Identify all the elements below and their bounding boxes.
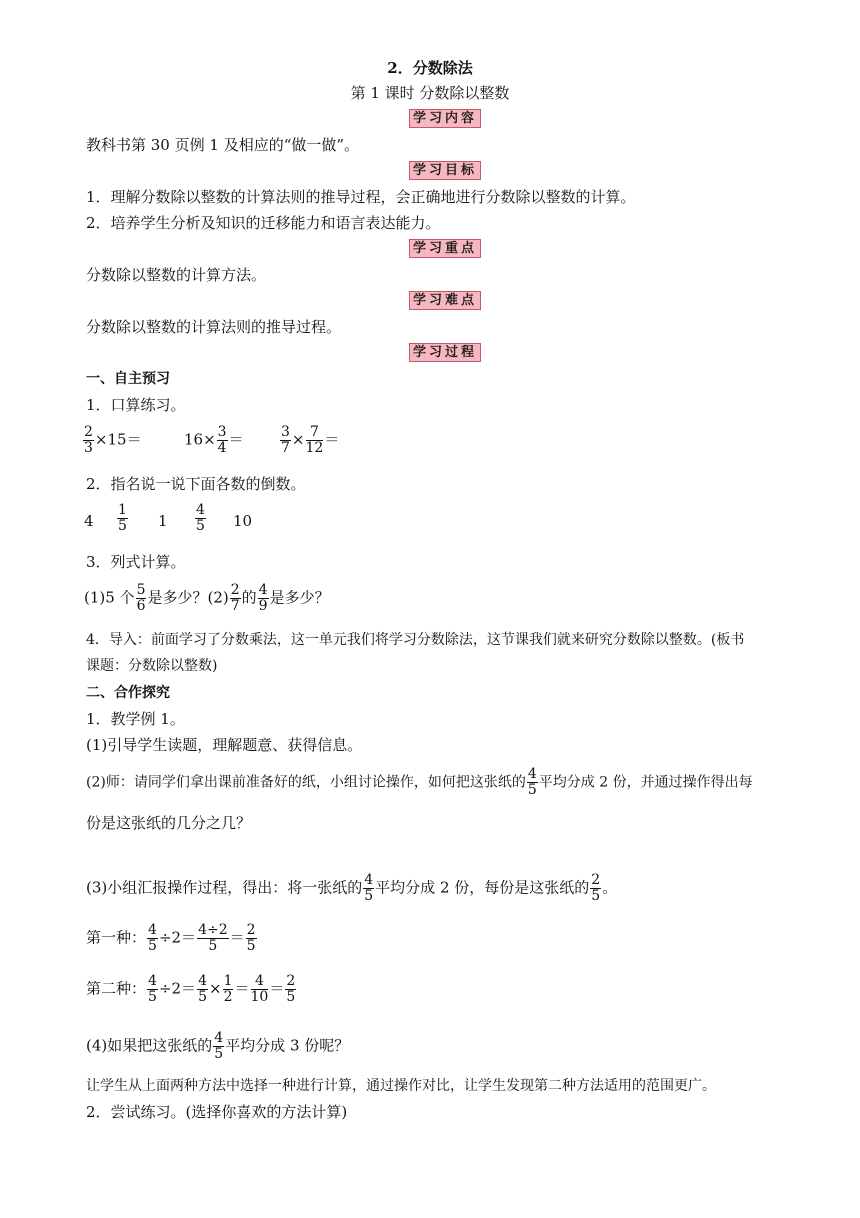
q3-f1-num: 5 <box>136 582 146 598</box>
q3-p1: (1)5 个 <box>84 588 135 607</box>
s1-2-den: 5 <box>527 782 537 798</box>
part1-q4-line1: 4．导入：前面学习了分数乘法，这一单元我们将学习分数除法，这节课我们就来研究分数除以整数。(板书 <box>86 632 745 648</box>
m1-b-den: 5 <box>208 938 218 954</box>
q3-f2-den: 7 <box>230 598 240 614</box>
q3-p4: 是多少？ <box>269 588 330 607</box>
m1-eq: ＝ <box>229 928 245 947</box>
q1-e3-op: × <box>291 430 305 449</box>
m2-eq2: ＝ <box>269 979 285 998</box>
m2-c-num: 1 <box>223 973 233 989</box>
m1-c-den: 5 <box>246 938 256 954</box>
q1-e1-den: 3 <box>84 440 93 456</box>
part2-s1: 1．教学例 1。 <box>86 710 185 728</box>
s1-2-text-a: (2)师：请同学们拿出课前准备好的纸，小组讨论操作，如何把这张纸的 <box>86 774 526 791</box>
m1-c-num: 2 <box>246 922 256 938</box>
m2-a-num: 4 <box>148 973 157 989</box>
m1-a-num: 4 <box>148 922 157 938</box>
q1-e2-post: ＝ <box>228 430 244 449</box>
part1-q2: 2．指名说一说下面各数的倒数。 <box>86 475 306 493</box>
q1-e2-den: 4 <box>217 440 227 456</box>
part2-s1-3 <box>86 873 617 904</box>
q2-d-den: 5 <box>196 518 205 534</box>
q1-e3-n1: 3 <box>281 424 290 440</box>
m2-a-den: 5 <box>148 989 157 1005</box>
part2-conclusion: 让学生从上面两种方法中选择一种进行计算，通过操作对比，让学生发现第二种方法适用的范围更广。 <box>86 1078 716 1094</box>
s1-4-text-a: (4)如果把这张纸的 <box>86 1036 213 1055</box>
part2-s1-2c: 份是这张纸的几分之几？ <box>86 814 252 832</box>
goal-2: 2．培养学生分析及知识的迁移能力和语言表达能力。 <box>86 214 441 232</box>
part2-s1-1: (1)引导学生读题，理解题意、获得信息。 <box>86 736 363 754</box>
q1-e2-num: 3 <box>217 424 227 440</box>
m1-label: 第一种： <box>86 928 147 947</box>
m2-e-den: 5 <box>286 989 296 1005</box>
goal-1: 1．理解分数除以整数的计算法则的推导过程，会正确地进行分数除以整数的计算。 <box>86 188 636 206</box>
s1-2-num: 4 <box>527 766 537 782</box>
s1-3-text-c: 。 <box>602 878 618 897</box>
s1-2-text-b: 平均分成 2 份，并通过操作得出每 <box>538 774 753 791</box>
q1-expr-1 <box>82 425 142 456</box>
badge-content: 学习内容 <box>409 109 481 128</box>
s1-4-text-b: 平均分成 3 份呢？ <box>225 1036 350 1055</box>
q2-d-num: 4 <box>196 502 205 518</box>
q2-number-d <box>194 503 207 534</box>
q1-e2-pre: 16× <box>184 430 216 449</box>
s1-3-n1: 4 <box>364 872 374 888</box>
s1-4-num: 4 <box>214 1030 224 1046</box>
q1-e3-n2: 7 <box>306 425 324 441</box>
difficulty-text: 分数除以整数的计算法则的推导过程。 <box>86 318 342 336</box>
m2-c-den: 2 <box>223 989 233 1005</box>
q3-f1-den: 6 <box>136 598 146 614</box>
section-title: 2．分数除法 <box>387 59 473 77</box>
content-text: 教科书第 30 页例 1 及相应的“做一做”。 <box>86 136 360 154</box>
s1-3-d2: 5 <box>591 888 601 904</box>
m2-op: ÷2＝ <box>158 979 197 998</box>
q1-e1-rest: ×15＝ <box>94 430 142 449</box>
q1-expr-3 <box>279 425 339 456</box>
m2-label: 第二种： <box>86 979 147 998</box>
part2-s1-4 <box>86 1031 349 1062</box>
badge-difficulty: 学习难点 <box>409 291 481 310</box>
m1-op: ÷2＝ <box>158 928 197 947</box>
m2-e-num: 2 <box>286 973 296 989</box>
part2-s2: 2．尝试练习。(选择你喜欢的方法计算) <box>86 1103 348 1121</box>
q1-e1-num: 2 <box>84 424 93 440</box>
m1-b-num: 4÷2 <box>198 922 228 938</box>
part1-q3: 3．列式计算。 <box>86 553 186 571</box>
m2-b-den: 5 <box>198 989 207 1005</box>
q1-e3-d1: 7 <box>281 440 290 456</box>
part2-title: 二、合作探究 <box>86 685 170 701</box>
q1-expr-2 <box>184 425 244 456</box>
m1-a-den: 5 <box>148 938 157 954</box>
q2-number-b <box>116 503 129 534</box>
q1-e3-d2: 12 <box>305 440 324 456</box>
q3-expression <box>84 583 330 614</box>
q1-e3-post: ＝ <box>324 430 340 449</box>
s1-4-den: 5 <box>214 1046 224 1062</box>
s1-3-n2: 2 <box>591 872 601 888</box>
q2-number-a: 4 <box>84 512 94 530</box>
m2-d-num: 4 <box>251 974 269 990</box>
s1-3-text-a: (3)小组汇报操作过程，得出：将一张纸的 <box>86 878 363 897</box>
part1-title: 一、自主预习 <box>86 371 170 387</box>
q2-b-den: 5 <box>118 518 127 534</box>
badge-goal: 学习目标 <box>409 161 481 180</box>
lesson-title: 第 1 课时 分数除以整数 <box>350 84 510 102</box>
q3-f3-den: 9 <box>258 598 268 614</box>
q3-f2-num: 2 <box>230 582 240 598</box>
part2-s1-2 <box>86 767 753 798</box>
m2-b-num: 4 <box>198 973 207 989</box>
q3-p3: 的 <box>241 588 257 607</box>
q2-number-c: 1 <box>158 512 168 530</box>
key-text: 分数除以整数的计算方法。 <box>86 266 267 284</box>
m2-eq1: ＝ <box>234 979 250 998</box>
q3-p2: 是多少？(2) <box>147 588 229 607</box>
badge-process: 学习过程 <box>409 343 481 362</box>
q2-number-e: 10 <box>233 512 253 530</box>
m2-d-den: 10 <box>250 989 269 1005</box>
part1-q1: 1．口算练习。 <box>86 396 186 414</box>
m2-times: × <box>208 979 222 998</box>
method-2 <box>86 974 297 1005</box>
badge-key: 学习重点 <box>409 239 481 258</box>
q3-f3-num: 4 <box>258 582 268 598</box>
s1-3-text-b: 平均分成 2 份，每份是这张纸的 <box>375 878 590 897</box>
s1-3-d1: 5 <box>364 888 374 904</box>
q2-b-num: 1 <box>118 502 127 518</box>
method-1 <box>86 923 258 954</box>
part1-q4-line2: 课题：分数除以整数) <box>86 658 218 674</box>
